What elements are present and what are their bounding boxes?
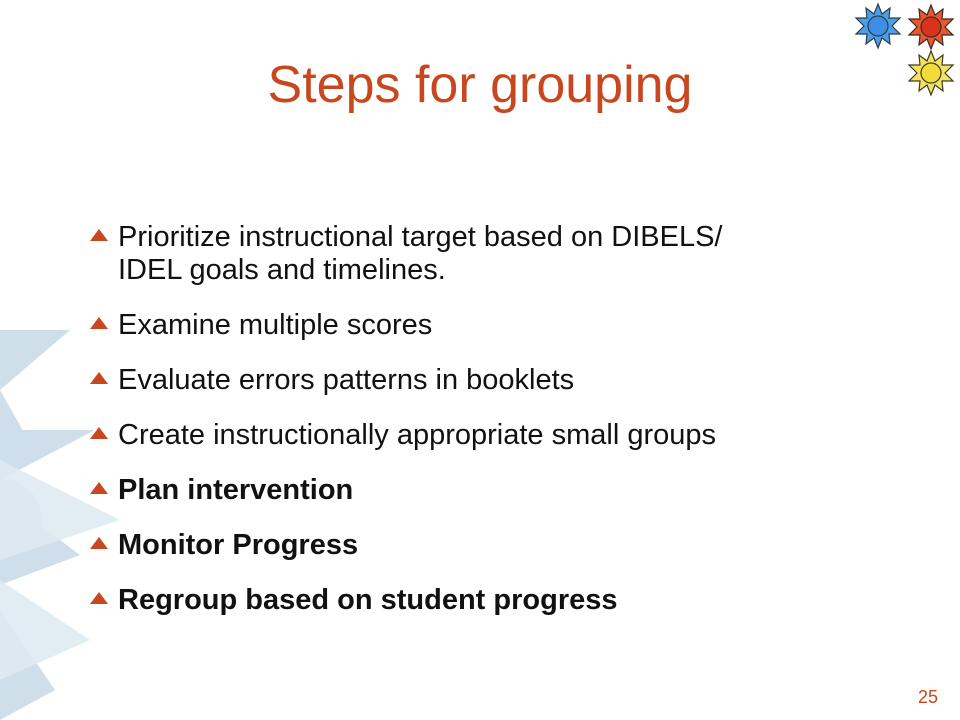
red-triangle-icon <box>88 590 110 606</box>
red-triangle-icon <box>88 370 110 386</box>
bullet-text: Create instructionally appropriate small groups <box>118 419 717 451</box>
red-triangle-icon <box>88 315 110 331</box>
bullet-list <box>88 221 788 639</box>
bullet-item-monitor-progress <box>88 529 788 562</box>
bullet-text: Prioritize instructional target based on DIBELS/ IDEL goals and timelines. <box>118 221 723 286</box>
bullet-item-evaluate <box>88 364 788 397</box>
red-triangle-icon <box>88 535 110 551</box>
red-triangle-icon <box>88 425 110 441</box>
slide-title: Steps for grouping <box>267 56 693 114</box>
bullet-text: Evaluate errors patterns in booklets <box>118 364 575 396</box>
bullet-item-regroup <box>88 584 788 617</box>
bullet-item-prioritize <box>88 221 788 287</box>
bullet-item-plan-intervention <box>88 474 788 507</box>
bullet-text: Examine multiple scores <box>118 309 433 341</box>
red-triangle-icon <box>88 480 110 496</box>
red-sun-icon <box>909 5 953 49</box>
page-number: 25 <box>917 687 938 707</box>
bullet-item-create-groups <box>88 419 788 452</box>
bullet-item-examine <box>88 309 788 342</box>
red-triangle-icon <box>88 227 110 243</box>
bullet-text: Plan intervention <box>118 474 354 506</box>
bullet-text: Monitor Progress <box>118 529 359 561</box>
bullet-text: Regroup based on student progress <box>118 584 618 616</box>
blue-sun-icon <box>856 4 900 48</box>
